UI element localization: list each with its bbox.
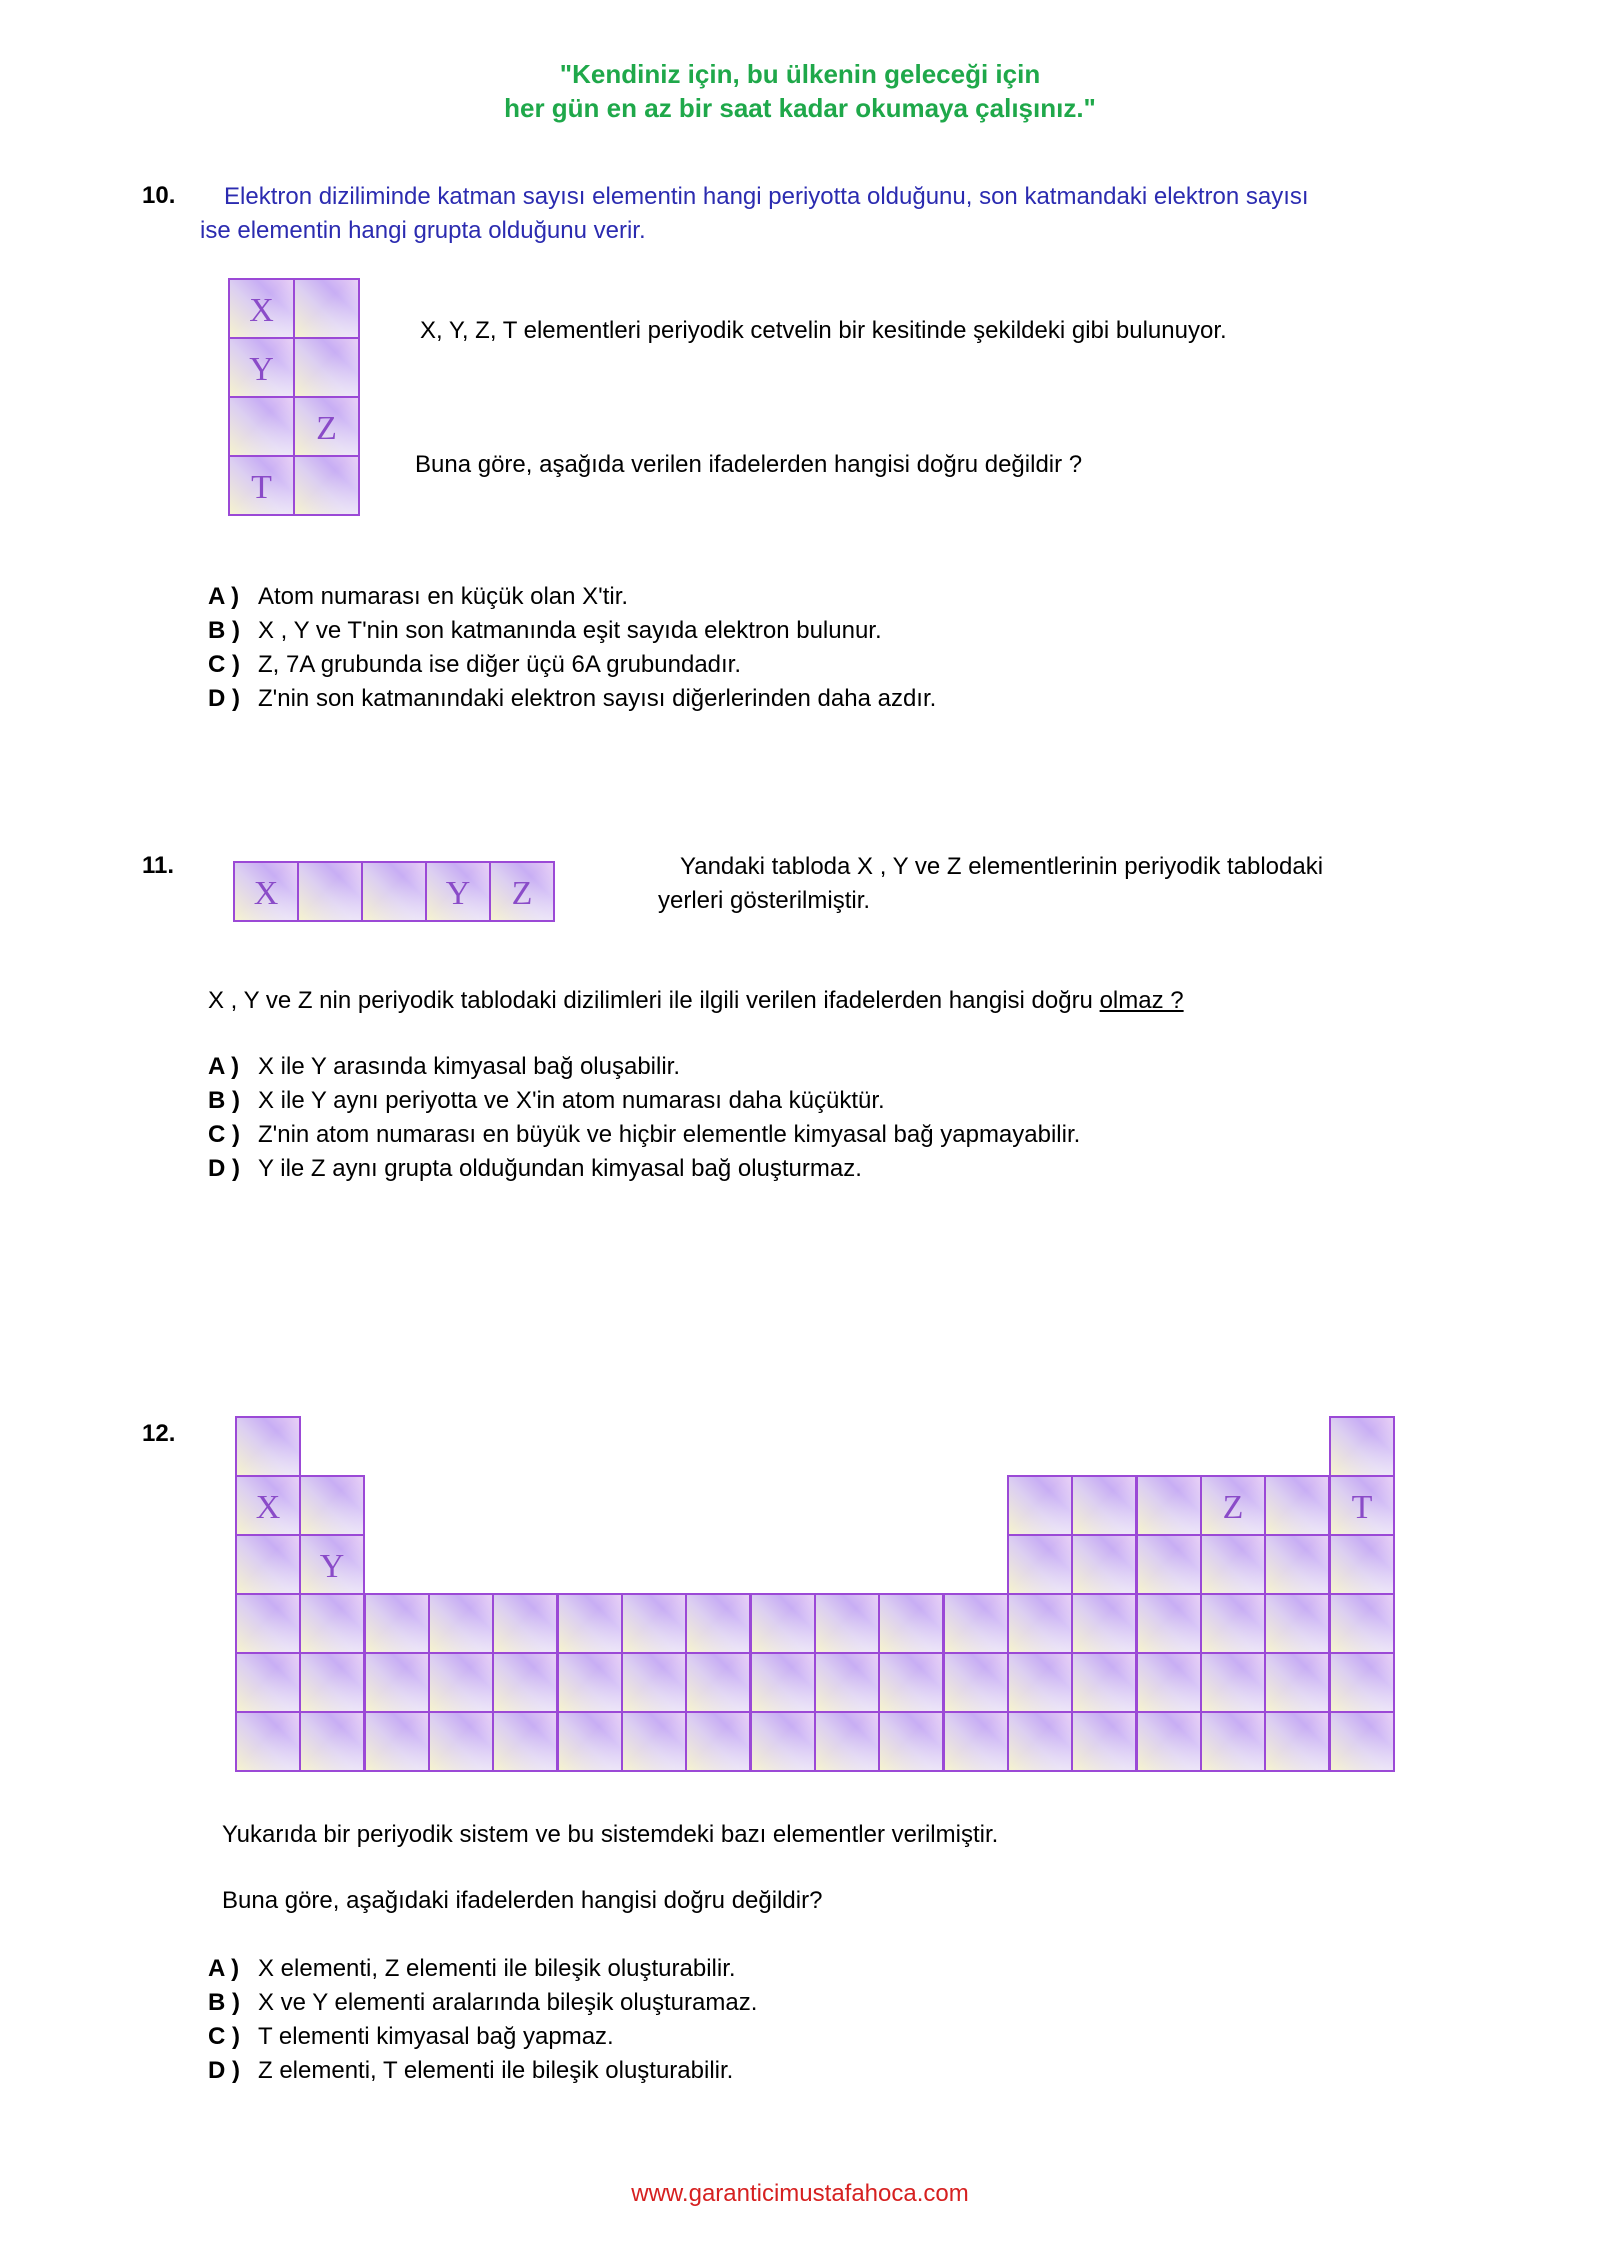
table-cell <box>878 1711 944 1772</box>
table-cell <box>299 1652 365 1713</box>
table-cell <box>235 1593 301 1654</box>
table-cell <box>1071 1593 1137 1654</box>
table-cell <box>1007 1652 1073 1713</box>
question-number: 10. <box>142 182 176 209</box>
intro-line-1: Elektron diziliminde katman sayısı elementin hangi periyotta olduğunu, son katmandaki elektron sayısı <box>224 183 1309 210</box>
table-cell <box>878 1593 944 1654</box>
element-symbol: X <box>253 875 279 912</box>
table-cell <box>1329 1416 1395 1477</box>
table-cell <box>1071 1475 1137 1536</box>
table-cell <box>1329 1475 1395 1536</box>
table-cell <box>750 1652 816 1713</box>
option-d[interactable]: D ) Z elementi, T elementi ile bileşik oluşturabilir. <box>208 2057 734 2084</box>
option-d[interactable]: D ) Z'nin son katmanındaki elektron sayısı diğerlerinden daha azdır. <box>208 685 937 712</box>
table-cell <box>1264 1534 1330 1595</box>
motto-line-1: "Kendiniz için, bu ülkenin geleceği için <box>559 59 1041 89</box>
table-cell <box>489 861 555 922</box>
table-cell <box>293 337 360 398</box>
table-cell <box>685 1711 751 1772</box>
table-cell <box>814 1593 880 1654</box>
table-cell <box>299 1475 365 1536</box>
table-cell <box>233 861 299 922</box>
table-cell <box>425 861 491 922</box>
table-cell <box>364 1593 430 1654</box>
table-cell <box>293 455 360 516</box>
table-cell <box>1071 1652 1137 1713</box>
table-cell <box>235 1475 301 1536</box>
option-d[interactable]: D ) Y ile Z aynı grupta olduğundan kimyasal bağ oluşturmaz. <box>208 1155 862 1182</box>
table-cell <box>299 1534 365 1595</box>
table-cell <box>750 1711 816 1772</box>
element-symbol: T <box>1351 1489 1373 1526</box>
question-number: 11. <box>142 852 175 879</box>
table-cell <box>1329 1652 1395 1713</box>
element-symbol: Y <box>445 875 471 912</box>
option-a[interactable]: A ) X ile Y arasında kimyasal bağ oluşabilir. <box>208 1053 681 1080</box>
table-cell <box>361 861 427 922</box>
element-symbol: T <box>251 469 272 506</box>
table-cell <box>1136 1593 1202 1654</box>
question-text: Buna göre, aşağıdaki ifadelerden hangisi doğru değildir? <box>222 1887 823 1914</box>
table-cell <box>299 1593 365 1654</box>
table-cell <box>293 396 360 457</box>
table-cell <box>750 1593 816 1654</box>
table-cell <box>1136 1711 1202 1772</box>
table-cell <box>1264 1711 1330 1772</box>
table-cell <box>1007 1475 1073 1536</box>
table-cell <box>235 1416 301 1477</box>
table-cell <box>235 1711 301 1772</box>
table-cell <box>228 278 295 339</box>
table-cell <box>1200 1652 1266 1713</box>
table-cell <box>1264 1475 1330 1536</box>
table-cell <box>228 337 295 398</box>
table-cell <box>557 1652 623 1713</box>
table-cell <box>943 1652 1009 1713</box>
element-symbol: Z <box>511 875 533 912</box>
table-cell <box>1200 1534 1266 1595</box>
option-b[interactable]: B ) X ve Y elementi aralarında bileşik oluşturamaz. <box>208 1989 758 2016</box>
table-cell <box>557 1593 623 1654</box>
motto-line-2: her gün en az bir saat kadar okumaya çalışınız." <box>504 93 1096 123</box>
option-c[interactable]: C ) T elementi kimyasal bağ yapmaz. <box>208 2023 614 2050</box>
table-cell <box>228 396 295 457</box>
table-cell <box>1007 1711 1073 1772</box>
table-cell <box>492 1711 558 1772</box>
question-text: Buna göre, aşağıda verilen ifadelerden hangisi doğru değildir ? <box>415 451 1083 478</box>
table-cell <box>1329 1711 1395 1772</box>
table-cell <box>293 278 360 339</box>
option-b[interactable]: B ) X ile Y aynı periyotta ve X'in atom numarası daha küçüktür. <box>208 1087 885 1114</box>
option-b[interactable]: B ) X , Y ve T'nin son katmanında eşit sayıda elektron bulunur. <box>208 617 882 644</box>
element-symbol: Y <box>249 351 274 388</box>
table-cell <box>685 1652 751 1713</box>
table-cell <box>943 1593 1009 1654</box>
option-a[interactable]: A ) X elementi, Z elementi ile bileşik oluşturabilir. <box>208 1955 736 1982</box>
figure-description: X, Y, Z, T elementleri periyodik cetvelin bir kesitinde şekildeki gibi bulunuyor. <box>420 317 1227 344</box>
table-cell <box>1071 1534 1137 1595</box>
option-c[interactable]: C ) Z, 7A grubunda ise diğer üçü 6A grubundadır. <box>208 651 742 678</box>
table-cell <box>492 1593 558 1654</box>
element-symbol: X <box>249 292 274 329</box>
table-cell <box>685 1593 751 1654</box>
table-cell <box>814 1652 880 1713</box>
element-symbol: Y <box>319 1548 345 1585</box>
intro-line-2: ise elementin hangi grupta olduğunu verir. <box>200 217 646 244</box>
table-cell <box>1071 1711 1137 1772</box>
table-cell <box>878 1652 944 1713</box>
table-cell <box>492 1652 558 1713</box>
table-cell <box>1136 1534 1202 1595</box>
table-cell <box>1329 1593 1395 1654</box>
element-symbol: Z <box>316 410 337 447</box>
table-cell <box>1200 1475 1266 1536</box>
footer-website[interactable]: www.garanticimustafahoca.com <box>631 2180 969 2207</box>
figure-description-line-1: Yandaki tabloda X , Y ve Z elementlerinin periyodik tablodaki <box>680 853 1324 880</box>
table-cell <box>299 1711 365 1772</box>
table-cell <box>814 1711 880 1772</box>
table-cell <box>621 1652 687 1713</box>
table-cell <box>621 1711 687 1772</box>
table-cell <box>1264 1593 1330 1654</box>
table-cell <box>1200 1711 1266 1772</box>
table-cell <box>235 1652 301 1713</box>
table-cell <box>364 1652 430 1713</box>
table-cell <box>428 1711 494 1772</box>
table-cell <box>943 1711 1009 1772</box>
figure-description: Yukarıda bir periyodik sistem ve bu sistemdeki bazı elementler verilmiştir. <box>222 1821 999 1848</box>
table-cell <box>1007 1593 1073 1654</box>
table-cell <box>1329 1534 1395 1595</box>
table-cell <box>621 1593 687 1654</box>
table-cell <box>428 1593 494 1654</box>
question-text: X , Y ve Z nin periyodik tablodaki dizilimleri ile ilgili verilen ifadelerden hangisi doğru olmaz ? <box>208 987 1184 1014</box>
table-cell <box>1264 1652 1330 1713</box>
figure-description-line-2: yerleri gösterilmiştir. <box>658 887 871 914</box>
table-cell <box>1136 1475 1202 1536</box>
table-cell <box>1007 1534 1073 1595</box>
element-symbol: X <box>255 1489 281 1526</box>
question-number: 12. <box>142 1420 176 1447</box>
emphasis-underline: olmaz ? <box>1099 987 1184 1014</box>
table-cell <box>428 1652 494 1713</box>
option-a[interactable]: A ) Atom numarası en küçük olan X'tir. <box>208 583 629 610</box>
table-cell <box>364 1711 430 1772</box>
table-cell <box>297 861 363 922</box>
option-c[interactable]: C ) Z'nin atom numarası en büyük ve hiçbir elementle kimyasal bağ yapmayabilir. <box>208 1121 1081 1148</box>
table-cell <box>1136 1652 1202 1713</box>
table-cell <box>235 1534 301 1595</box>
table-cell <box>557 1711 623 1772</box>
table-cell <box>1200 1593 1266 1654</box>
table-cell <box>228 455 295 516</box>
element-symbol: Z <box>1222 1489 1244 1526</box>
